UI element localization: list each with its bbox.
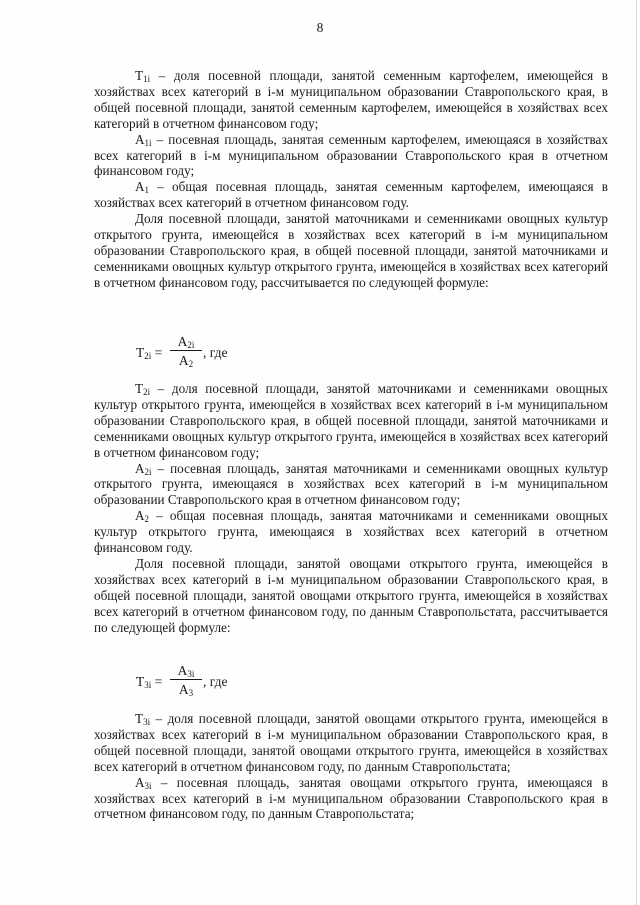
formula-tail: , где [203, 345, 228, 360]
symbol-subscript: 2i [143, 387, 151, 397]
symbol: A [135, 508, 145, 524]
symbol: A [135, 460, 145, 476]
symbol-subscript: 1 [144, 185, 150, 196]
paragraph [94, 711, 608, 775]
formula-lhs: $T_{2i}$ = [136, 345, 163, 361]
paragraph-text: Доля посевной площади, занятой маточниками и семенниками овощных культур открытого грунта, имеющейся в хозяйствах всех категорий в i-м муниципальном образовании Ставропольского края, в общей посевной площади, занятой маточниками и семенниками овощных культур открытого грунта, имеющейся в хозяйствах всех категорий в отчетном финансовом году, рассчитывается по следующей формуле: [94, 211, 608, 290]
paragraph-text: Доля посевной площади, занятой овощами открытого грунта, имеющейся в хозяйствах всех категорий в i-м муниципальном образовании Ставропольского края, в общей посевной площади, занятой овощами открытого грунта, имеющейся в хозяйствах всех категорий в отчетном финансовом году, по данным Ставропольстата, рассчитывается по следующей формуле: [94, 555, 608, 635]
formula-fraction [170, 662, 202, 697]
symbol: A [135, 131, 145, 147]
formula-lhs: $T_{3i}$ = [136, 674, 163, 690]
symbol: T [135, 381, 144, 396]
formula-tail: , где [203, 674, 228, 689]
symbol-subscript: 3i [143, 717, 151, 727]
paragraph [94, 508, 608, 556]
formula-denominator: $A_3$ [178, 682, 194, 698]
paragraph-text: – общая посевная площадь, занятая семенным картофелем, имеющаяся в хозяйствах всех категорий в отчетном финансовом году. [94, 179, 608, 211]
paragraph-text: – посевная площадь, занятая маточниками и семенниками овощных культур открытого грунта, имеющаяся в хозяйствах всех категорий в i-м муниципальном образовании Ставропольского края в отчетном финансовом году; [94, 460, 608, 508]
paragraph-text: – посевная площадь, занятая семенным картофелем, имеющаяся в хозяйствах всех категорий в i-м муниципальном образовании Ставропольского края в отчетном финансовом году; [94, 131, 608, 179]
symbol: A [135, 774, 145, 790]
symbol-subscript: 2 [144, 514, 150, 525]
symbol-subscript: 2i [144, 466, 152, 477]
formula-numerator: $A_{2i}$ [170, 333, 202, 351]
paragraph [94, 211, 608, 291]
symbol-subscript: 1i [144, 137, 152, 148]
paragraph-text: – общая посевная площадь, занятая маточниками и семенниками овощных культур открытого грунта, имеющаяся в хозяйствах всех категорий в отчетном финансовом году. [94, 508, 608, 556]
formula-fraction [170, 333, 202, 368]
text-block-middle [94, 381, 608, 636]
paragraph-text: – доля посевной площади, занятой овощами открытого грунта, имеющейся в хозяйствах всех категорий в i-м муниципальном образовании Ставропольского края, в общей посевной площади, занятой овощами открытого грунта, имеющейся в хозяйствах всех категорий в отчетном финансовом году, по данным Ставропольстата; [94, 711, 608, 774]
page-edge [636, 0, 637, 905]
text-block-top [94, 68, 608, 291]
paragraph [94, 132, 608, 180]
formula-denominator: $A_2$ [178, 353, 194, 369]
paragraph [94, 381, 608, 461]
formula-numerator: $A_{3i}$ [170, 662, 202, 680]
page-number: 8 [316, 20, 324, 35]
text-block-bottom [94, 711, 608, 822]
paragraph [94, 179, 608, 211]
paragraph [94, 461, 608, 509]
symbol: T [135, 68, 144, 83]
paragraph-text: – посевная площадь, занятая овощами открытого грунта, имеющаяся в хозяйствах всех категорий в i-м муниципальном образовании Ставропольского края в отчетном финансовом году, по данным Ставропольстата; [94, 774, 608, 822]
paragraph [94, 68, 608, 132]
symbol: A [135, 179, 145, 195]
symbol-subscript: 3i [144, 780, 152, 791]
paragraph-text: – доля посевной площади, занятой семенным картофелем, имеющейся в хозяйствах всех категорий в i-м муниципальном образовании Ставропольского края, в общей посевной площади, занятой семенным картофелем, имеющейся в хозяйствах всех категорий в отчетном финансовом году; [94, 68, 608, 131]
paragraph-text: – доля посевной площади, занятой маточниками и семенниками овощных культур открытого грунта, имеющейся в хозяйствах всех категорий в i-м муниципальном образовании Ставропольского края, в общей посевной площади, занятой маточниками и семенниками овощных культур открытого грунта, имеющейся в хозяйствах всех категорий в отчетном финансовом году; [94, 381, 608, 460]
symbol: T [135, 711, 144, 726]
paragraph [94, 775, 608, 823]
symbol-subscript: 1i [143, 74, 151, 84]
paragraph [94, 556, 608, 636]
